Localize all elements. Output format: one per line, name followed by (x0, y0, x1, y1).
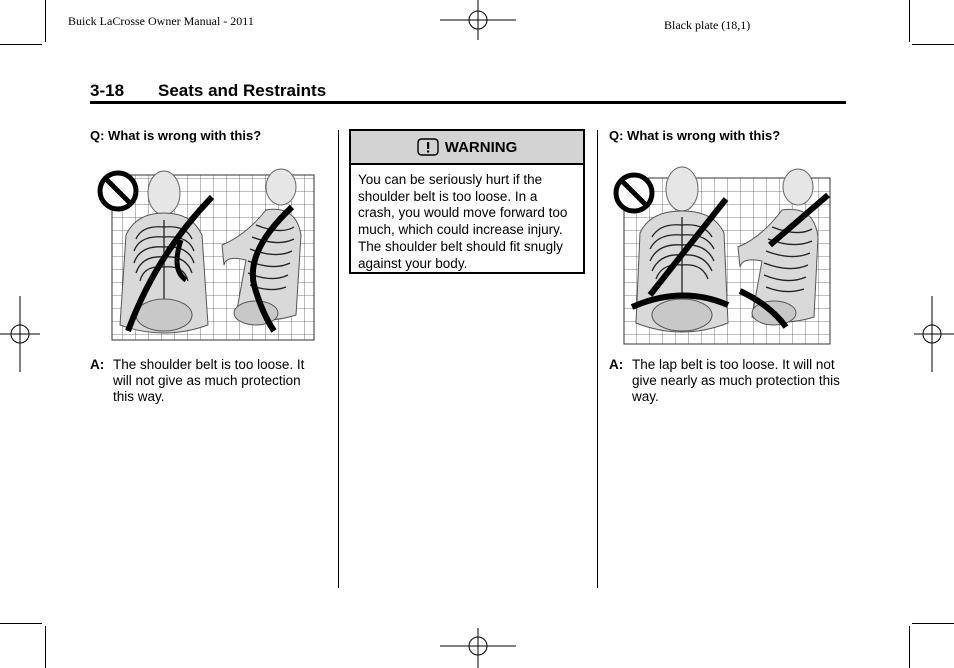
answer-text: The lap belt is too loose. It will not give nearly as much protection this way. (632, 357, 840, 404)
loose-lap-belt-illustration (610, 165, 832, 345)
crop-mark (909, 0, 910, 42)
crop-mark (45, 626, 46, 668)
answer-label: A: (90, 357, 105, 372)
warning-icon (417, 138, 439, 156)
question-left: Q: What is wrong with this? (90, 128, 262, 143)
manual-title: Buick LaCrosse Owner Manual - 2011 (68, 14, 254, 28)
warning-header (351, 131, 583, 165)
answer-right (609, 357, 849, 409)
registration-mark (914, 296, 954, 372)
registration-mark (440, 628, 516, 668)
loose-shoulder-belt-illustration (96, 165, 318, 343)
answer-text: The shoulder belt is too loose. It will not give as much protection this way. (113, 357, 305, 404)
crop-mark (912, 44, 954, 45)
warning-box (349, 129, 585, 274)
column-divider (338, 130, 339, 588)
section-title: Seats and Restraints (158, 81, 327, 100)
answer-label: A: (609, 357, 624, 372)
section-heading (90, 81, 326, 101)
crop-mark (45, 0, 46, 42)
registration-mark (440, 0, 516, 40)
crop-mark (0, 44, 42, 45)
question-right: Q: What is wrong with this? (609, 128, 781, 143)
registration-mark (0, 296, 40, 372)
plate-label: Black plate (18,1) (664, 18, 751, 32)
crop-mark (0, 623, 42, 624)
crop-mark (912, 623, 954, 624)
page-number: 3-18 (90, 81, 125, 100)
answer-left (90, 357, 330, 409)
warning-text: You can be seriously hurt if the shoulder belt is too loose. In a crash, you would move forward too much, which could increase injury. The shoulder belt should fit snugly against your body. (358, 172, 568, 271)
warning-title: WARNING (444, 138, 518, 156)
section-rule (90, 101, 846, 104)
crop-mark (909, 626, 910, 668)
column-divider (597, 130, 598, 588)
